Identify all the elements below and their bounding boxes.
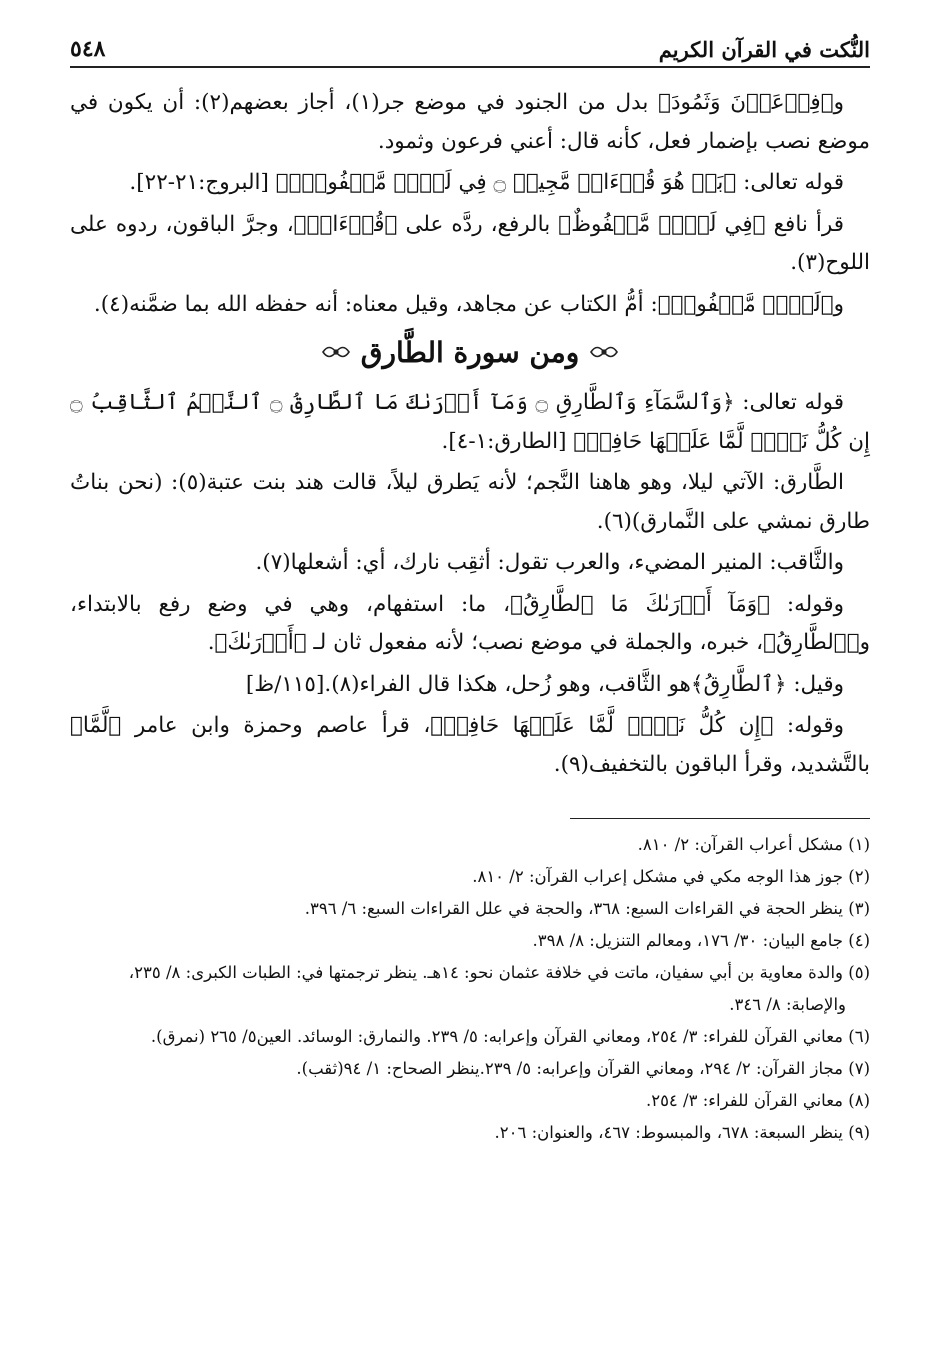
footnote-3: (٣) ينظر الحجة في القراءات السبع: ٣٦٨، والحجة في علل القراءات السبع: ٦/ ٣٩٦. <box>304 899 870 918</box>
footnote-divider <box>570 818 870 819</box>
paragraph-6: الطَّارق: الآتي ليلا، وهو هاهنا النَّجم؛ لأنه يَطرق ليلاً، قالت هند بنت عتبة(٥): (نحن بناتُ طارق نمشي على النَّمارق)(٦). <box>70 470 870 534</box>
footnote-4: (٤) جامع البيان: ٣٠/ ١٧٦، ومعالم التنزيل: ٨/ ٣٩٨. <box>532 931 870 950</box>
book-page <box>70 22 870 1322</box>
footnote-9: (٩) ينظر السبعة: ٦٧٨، والمبسوط: ٤٦٧، والعنوان: ٢٠٦. <box>494 1123 870 1142</box>
ornament-right-icon <box>589 341 619 363</box>
paragraph-8: وقوله: ﴿وَمَآ أَدۡرَىٰكَ مَا ٱلطَّارِقُ﴾، ما: استفهام، وهي في وضع رفع بالابتداء، و﴿ٱلطَّارِقُ﴾، خبره، والجملة في موضع نصب؛ لأنه مفعول ثان لـ ﴿أَدۡرَىٰكَ﴾. <box>70 591 870 655</box>
paragraph-7: والثَّاقب: المنير المضيء، والعرب تقول: أثقِب نارك، أي: أشعلها(٧). <box>255 550 844 575</box>
paragraph-10: وقوله: ﴿إِن كُلُّ نَفۡسٖ لَّمَّا عَلَيۡهَا حَافِظٞ﴾، قرأ عاصم وحمزة وابن عامر ﴿لَّمَّا﴾ بالتَّشديد، وقرأ الباقون بالتخفيف(٩). <box>70 713 870 777</box>
footnote-2: (٢) جوز هذا الوجه مكي في مشكل إعراب القرآن: ٢/ ٨١٠. <box>472 867 870 886</box>
footnote-8: (٨) معاني القرآن للفراء: ٣/ ٢٥٤. <box>645 1091 870 1110</box>
paragraph-9: وقيل: ﴿ٱلطَّارِقُ﴾هو الثَّاقب، وهو زُحل، هكذا قال الفراء(٨).[١١٥/ظ] <box>245 671 844 697</box>
footnote-5-continuation: والإصابة: ٨/ ٣٤٦. <box>729 995 846 1014</box>
footnote-5: (٥) والدة معاوية بن أبي سفيان، ماتت في خلافة عثمان نحو: ١٤هـ. ينظر ترجمتها في: الطبات الكبرى: ٨/ ٢٣٥، <box>128 963 870 982</box>
page-number: ٥٤٨ <box>70 36 106 62</box>
footnotes <box>70 829 870 1149</box>
paragraph-4: و﴿لَوۡحٖ مَّحۡفُوظٖ﴾: أمُّ الكتاب عن مجاهد، وقيل معناه: أنه حفظه الله بما ضمَّنه(٤). <box>93 291 844 317</box>
footnote-7: (٧) مجاز القرآن: ٢/ ٢٩٤، ومعاني القرآن وإعرابه: ٥/ ٢٣٩.ينظر الصحاح: ١/ ٩٤(ثقب). <box>296 1059 870 1078</box>
page-body <box>70 84 870 784</box>
ornament-left-icon <box>321 341 351 363</box>
paragraph-2: قوله تعالى: ﴿بَلۡ هُوَ قُرۡءَانٞ مَّجِيدٞ ۝ فِي لَوۡحٖ مَّحۡفُوظِۭ﴾ [البروج:٢١-٢٢]. <box>129 170 844 195</box>
footnote-6: (٦) معاني القرآن للفراء: ٣/ ٢٥٤، ومعاني القرآن وإعرابه: ٥/ ٢٣٩. والنمارق: الوسائد. العين٥/ ٢٦٥ (نمرق). <box>150 1027 870 1046</box>
paragraph-5: قوله تعالى: ﴿وَٱلسَّمَآءِ وَٱلطَّارِقِ ۝ وَمَآ أَدۡرَىٰكَ مَا ٱلطَّارِقُ ۝ ٱلنَّجۡمُ ٱلثَّاقِبُ ۝ إِن كُلُّ نَفۡسٖ لَّمَّا عَلَيۡهَا حَافِظٞ﴾ [الطارق:١-٤]. <box>70 390 870 454</box>
footnote-1: (١) مشكل أعراب القرآن: ٢/ ٨١٠. <box>637 835 870 854</box>
book-title: النُّكت في القرآن الكريم <box>658 37 870 62</box>
running-header <box>70 22 870 68</box>
surah-title: ومن سورة الطَّارق <box>360 335 580 369</box>
paragraph-3: قرأ نافع ﴿فِي لَوۡحٖ مَّحۡفُوظٌ﴾ بالرفع، ردَّه على ﴿قُرۡءَانٞ﴾، وجرَّ الباقون، ردوه على اللوح(٣). <box>70 211 870 275</box>
paragraph-1: و﴿فِرۡعَوۡنَ وَثَمُودَ﴾ بدل من الجنود في موضع جر(١)، أجاز بعضهم(٢): أن يكون في موضع نصب بإضمار فعل، كأنه قال: أعني فرعون وثمود. <box>70 90 870 154</box>
surah-heading <box>70 328 870 376</box>
